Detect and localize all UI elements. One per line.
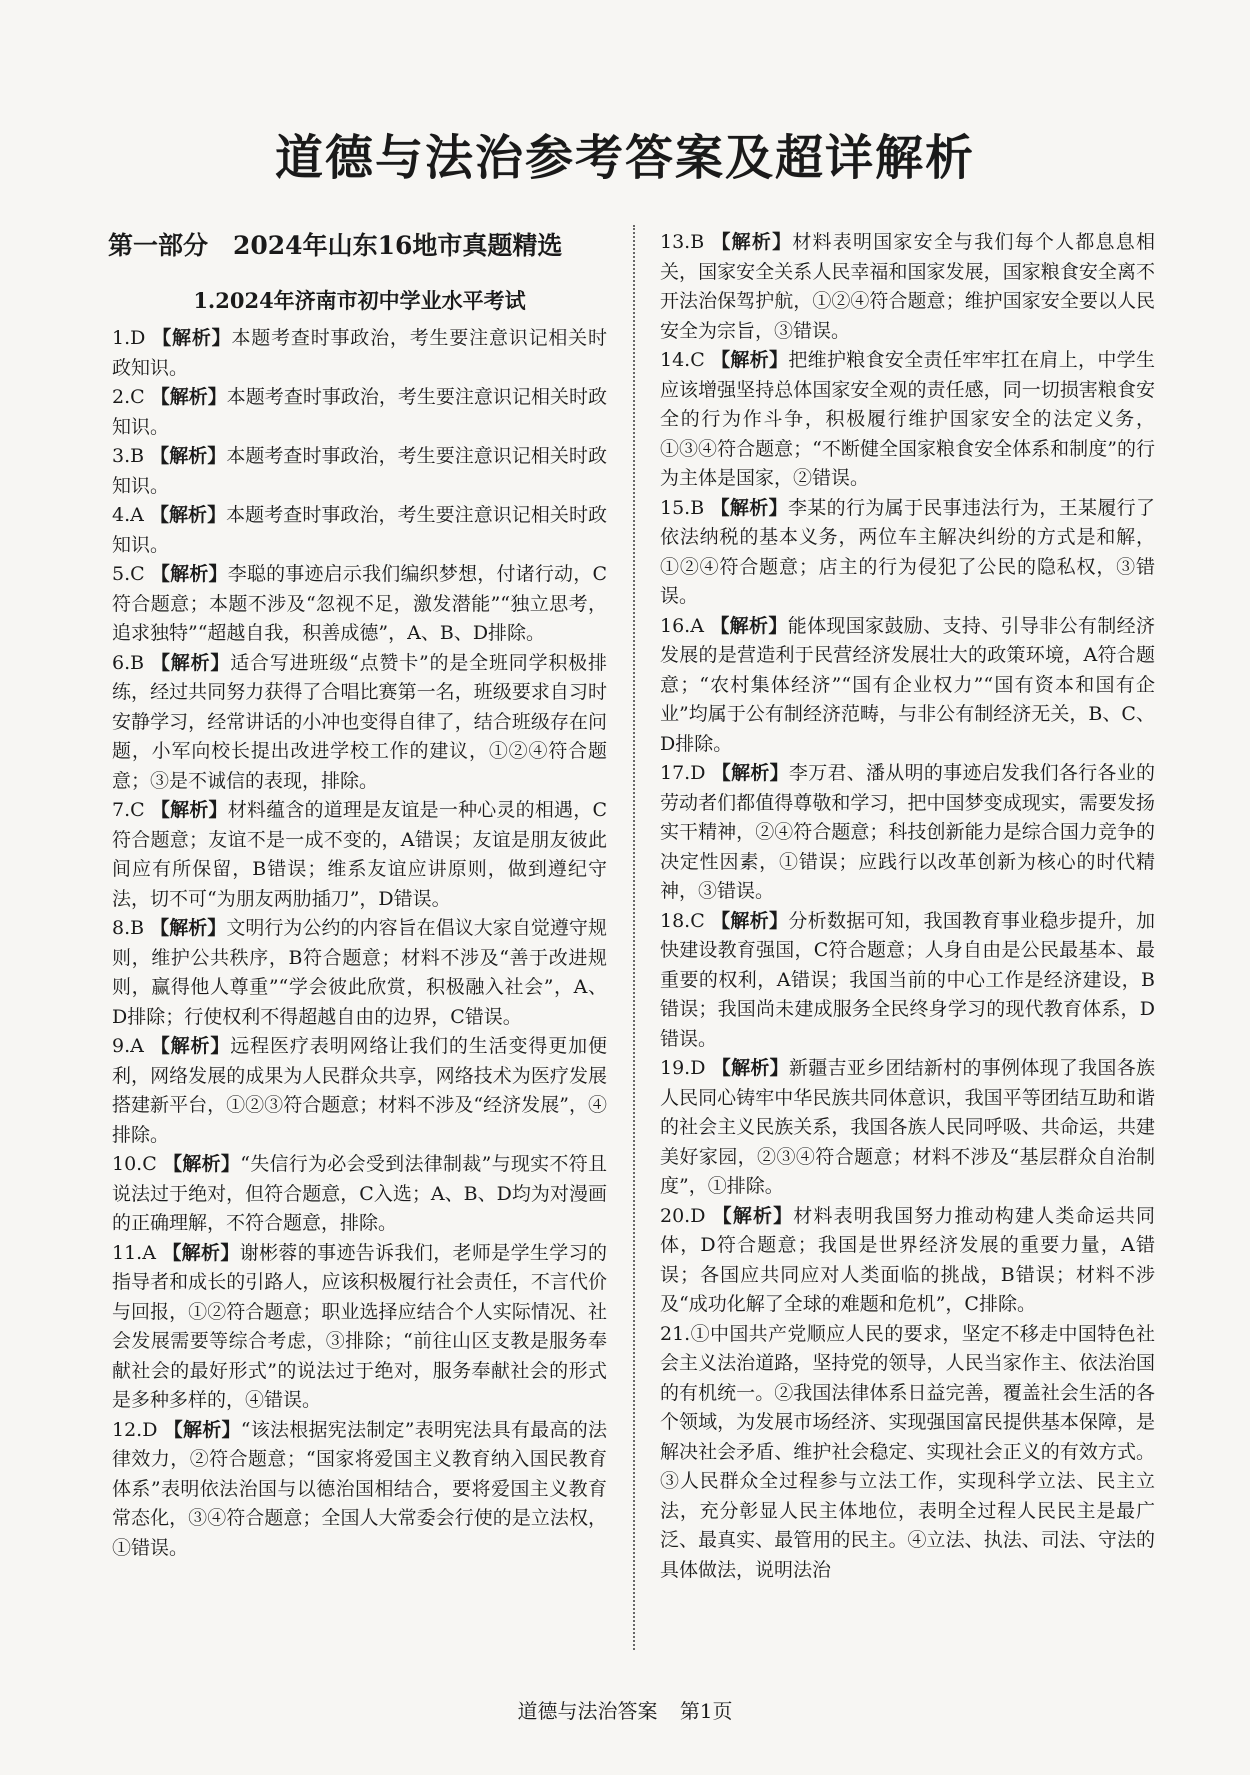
answer-number: 18.C	[660, 909, 705, 932]
answer-text: 李某的行为属于民事违法行为，王某履行了依法纳税的基本义务，两位车主解决纠纷的方式是和解，①②④符合题意；店主的行为侵犯了公民的隐私权，③错误。	[660, 496, 1155, 607]
answer-item	[660, 228, 1155, 346]
answer-text: 材料蕴含的道理是友谊是一种心灵的相遇，C符合题意；友谊不是一成不变的，A错误；友谊是朋友彼此间应有所保留，B错误；维系友谊应讲原则，做到遵纪守法，切不可“为朋友两肋插刀”，D错误。	[112, 799, 607, 910]
section-heading: 1.2024年济南市初中学业水平考试	[193, 288, 526, 313]
answer-text: “该法根据宪法制定”表明宪法具有最高的法律效力，②符合题意；“国家将爱国主义教育纳入国民教育体系”表明依法治国与以德治国相结合，要将爱国主义教育常态化，③④符合题意；全国人大常委会行使的是立法权，①错误。	[112, 1418, 607, 1559]
answer-number: 4.A	[112, 504, 144, 526]
page-footer	[0, 1697, 1250, 1725]
answer-item	[112, 649, 607, 797]
analysis-tag: 【解析】	[150, 445, 227, 467]
analysis-tag: 【解析】	[162, 1241, 240, 1264]
answer-text: 分析数据可知，我国教育事业稳步提升，加快建设教育强国，C符合题意；人身自由是公民最基本、最重要的权利，A错误；我国当前的中心工作是经济建设，B错误；我国尚未建成服务全民终身学习的现代教育体系，D错误。	[660, 909, 1155, 1050]
answer-number: 20.D	[660, 1204, 706, 1227]
answer-text: 本题考查时事政治，考生要注意识记相关时政知识。	[112, 504, 607, 556]
answer-number: 19.D	[660, 1057, 706, 1079]
answer-number: 6.B	[112, 651, 145, 674]
answer-number: 15.B	[660, 496, 705, 519]
answer-item	[112, 796, 607, 914]
answer-number: 14.C	[660, 349, 705, 371]
answer-number: 5.C	[112, 563, 145, 585]
answer-number: 12.D	[112, 1418, 158, 1441]
analysis-tag: 【解析】	[150, 799, 228, 821]
footer-page-number: 第1页	[679, 1699, 733, 1723]
answer-item	[660, 494, 1155, 612]
page-title: 道德与法治参考答案及超详解析	[274, 130, 975, 186]
analysis-tag: 【解析】	[710, 496, 788, 519]
answer-text: 李万君、潘从明的事迹启发我们各行各业的劳动者们都值得尊敬和学习，把中国梦变成现实，需要发扬实干精神，②④符合题意；科技创新能力是综合国力竞争的决定性因素，①错误；应践行以改革创新为核心的时代精神，③错误。	[660, 762, 1155, 902]
answer-item	[660, 612, 1155, 760]
analysis-tag: 【解析】	[712, 1204, 794, 1227]
answer-item	[660, 1202, 1155, 1320]
analysis-tag: 【解析】	[711, 1057, 789, 1079]
left-column	[108, 228, 607, 1563]
footer-label: 道德与法治答案	[517, 1699, 658, 1723]
answer-item	[112, 914, 607, 1032]
analysis-tag: 【解析】	[710, 614, 788, 637]
answer-text: 本题考查时事政治，考生要注意识记相关时政知识。	[112, 327, 607, 379]
analysis-tag: 【解析】	[150, 563, 228, 585]
analysis-tag: 【解析】	[150, 386, 227, 408]
answer-number: 9.A	[112, 1035, 144, 1057]
analysis-tag: 【解析】	[149, 504, 227, 526]
answer-list-left	[112, 324, 607, 1563]
analysis-tag: 【解析】	[711, 349, 789, 371]
answer-number: 10.C	[112, 1153, 157, 1175]
answer-item	[112, 1032, 607, 1150]
answer-text: 谢彬蓉的事迹告诉我们，老师是学生学习的指导者和成长的引路人，应该积极履行社会责任，不言代价与回报，①②符合题意；职业选择应结合个人实际情况、社会发展需要等综合考虑，③排除；“前往山区支教是服务奉献社会的最好形式”的说法过于绝对，服务奉献社会的形式是多种多样的，④错误。	[112, 1241, 607, 1411]
answer-item	[660, 759, 1155, 907]
analysis-tag: 【解析】	[150, 917, 227, 939]
answer-item	[660, 1320, 1155, 1586]
answer-item	[112, 324, 607, 383]
answer-number: 1.D	[112, 327, 146, 349]
answer-number: 16.A	[660, 614, 704, 637]
answer-number: 2.C	[112, 386, 145, 408]
answer-number: 8.B	[112, 917, 145, 939]
answer-item	[660, 907, 1155, 1055]
answer-text: 文明行为公约的内容旨在倡议大家自觉遵守规则，维护公共秩序，B符合题意；材料不涉及“善于改进规则，赢得他人尊重”“学会彼此欣赏，积极融入社会”，A、D排除；行使权利不得超越自由的边界，C错误。	[112, 917, 607, 1028]
analysis-tag: 【解析】	[152, 327, 232, 349]
answer-text: 材料表明国家安全与我们每个人都息息相关，国家安全关系人民幸福和国家发展，国家粮食安全离不开法治保驾护航，①②④符合题意；维护国家安全要以人民安全为宗旨，③错误。	[660, 231, 1155, 342]
answer-number: 17.D	[660, 762, 706, 784]
answer-item	[660, 1054, 1155, 1202]
analysis-tag: 【解析】	[711, 231, 793, 253]
answer-number: 21.	[660, 1322, 691, 1345]
column-divider	[633, 225, 635, 1650]
answer-item	[112, 1416, 607, 1564]
answer-list-right	[660, 228, 1155, 1585]
answer-text: 材料表明我国努力推动构建人类命运共同体，D符合题意；我国是世界经济发展的重要力量，A错误；各国应共同应对人类面临的挑战，B错误；材料不涉及“成功化解了全球的难题和危机”，C排除。	[660, 1204, 1155, 1315]
analysis-tag: 【解析】	[150, 651, 231, 674]
answer-item	[112, 560, 607, 649]
analysis-tag: 【解析】	[163, 1153, 241, 1175]
answer-text: 新疆吉亚乡团结新村的事例体现了我国各族人民同心铸牢中华民族共同体意识，我国平等团结互助和谐的社会主义民族关系，我国各族人民同呼吸、共命运，共建美好家园，②③④符合题意；材料不涉及“基层群众自治制度”，①排除。	[660, 1057, 1155, 1197]
answer-text: 本题考查时事政治，考生要注意识记相关时政知识。	[112, 445, 607, 497]
analysis-tag: 【解析】	[163, 1418, 241, 1441]
right-column	[660, 228, 1155, 1585]
part-heading: 第一部分 2024年山东16地市真题精选	[108, 231, 563, 260]
answer-text: ①中国共产党顺应人民的要求，坚定不移走中国特色社会主义法治道路，坚持党的领导，人民当家作主、依法治国的有机统一。②我国法律体系日益完善，覆盖社会生活的各个领域，为发展市场经济、实现强国富民提供基本保障，是解决社会矛盾、维护社会稳定、实现社会正义的有效方式。③人民群众全过程参与立法工作，实现科学立法、民主立法，充分彰显人民主体地位，表明全过程人民民主是最广泛、最真实、最管用的民主。④立法、执法、司法、守法的具体做法，说明法治	[660, 1322, 1155, 1581]
answer-item	[112, 442, 607, 501]
answer-number: 3.B	[112, 445, 145, 467]
answer-item	[112, 1150, 607, 1239]
analysis-tag: 【解析】	[150, 1035, 231, 1057]
analysis-tag: 【解析】	[711, 762, 789, 784]
analysis-tag: 【解析】	[711, 909, 789, 932]
answer-text: 把维护粮食安全责任牢牢扛在肩上，中学生应该增强坚持总体国家安全观的责任感，同一切损害粮食安全的行为作斗争，积极履行维护国家安全的法定义务，①③④符合题意；“不断健全国家粮食安全体系和制度”的行为主体是国家，②错误。	[660, 349, 1155, 489]
answer-text: 能体现国家鼓励、支持、引导非公有制经济发展的是营造利于民营经济发展壮大的政策环境，A符合题意；“农村集体经济”“国有企业权力”“国有资本和国有企业”均属于公有制经济范畴，与非公有制经济无关，B、C、D排除。	[660, 614, 1155, 755]
answer-text: 适合写进班级“点赞卡”的是全班同学积极排练，经过共同努力获得了合唱比赛第一名，班级要求自习时安静学习，经常讲话的小冲也变得自律了，结合班级存在问题，小军向校长提出改进学校工作的建议，①②④符合题意；③是不诚信的表现，排除。	[112, 651, 607, 792]
answer-number: 11.A	[112, 1241, 156, 1264]
answer-item	[112, 1239, 607, 1416]
answer-text: “失信行为必会受到法律制裁”与现实不符且说法过于绝对，但符合题意，C入选；A、B、D均为对漫画的正确理解，不符合题意，排除。	[112, 1153, 607, 1234]
answer-number: 7.C	[112, 799, 145, 821]
answer-text: 远程医疗表明网络让我们的生活变得更加便利，网络发展的成果为人民群众共享，网络技术为医疗发展搭建新平台，①②③符合题意；材料不涉及“经济发展”，④排除。	[112, 1035, 607, 1146]
answer-number: 13.B	[660, 231, 705, 253]
answer-item	[112, 383, 607, 442]
answer-text: 本题考查时事政治，考生要注意识记相关时政知识。	[112, 386, 607, 438]
answer-text: 李聪的事迹启示我们编织梦想，付诸行动，C符合题意；本题不涉及“忽视不足，激发潜能”“独立思考，追求独特”“超越自我，积善成德”，A、B、D排除。	[112, 563, 607, 644]
answer-item	[660, 346, 1155, 494]
answer-item	[112, 501, 607, 560]
